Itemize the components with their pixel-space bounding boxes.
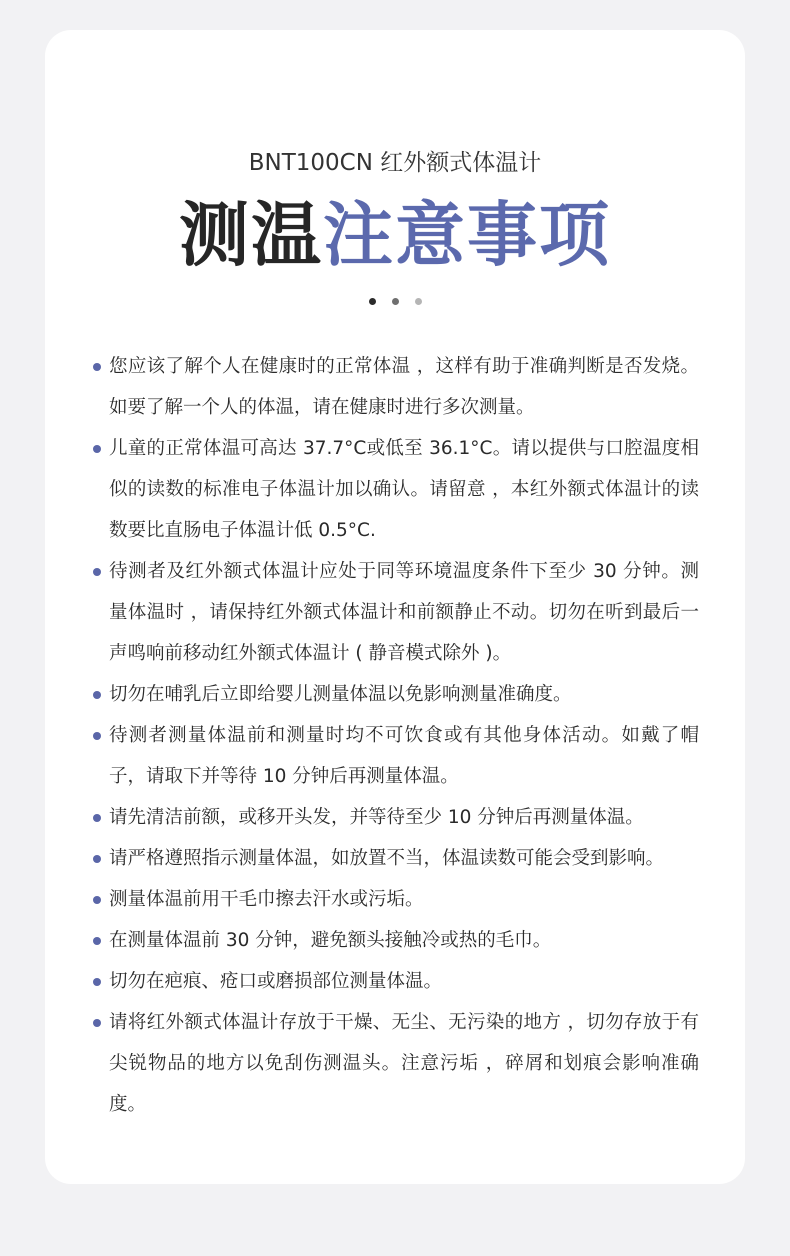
note-text: 切勿在疤痕、疮口或磨损部位测量体温。 — [109, 971, 443, 992]
note-text: 在测量体温前 30 分钟，避免额头接触冷或热的毛巾。 — [109, 930, 552, 951]
bullet-icon — [93, 937, 101, 945]
bullet-icon — [93, 896, 101, 904]
bullet-icon — [93, 814, 101, 822]
bullet-icon — [93, 445, 101, 453]
note-text: 切勿在哺乳后立即给婴儿测量体温以免影响测量准确度。 — [109, 684, 572, 705]
note-text: 请将红外额式体温计存放于干燥、无尘、无污染的地方 ，切勿存放于有尖锐物品的地方以免刮伤测温头。注意污垢 ，碎屑和划痕会影响准确度。 — [109, 1012, 699, 1115]
list-item — [93, 551, 699, 674]
decorative-dots — [45, 298, 745, 305]
title-accent-part: 注意事项 — [323, 194, 611, 276]
note-text: 儿童的正常体温可高达 37.7°C或低至 36.1°C。请以提供与口腔温度相似的读数的标准电子体温计加以确认。请留意 ，本红外额式体温计的读数要比直肠电子体温计低 0.5°C. — [109, 438, 699, 541]
note-text: 待测者测量体温前和测量时均不可饮食或有其他身体活动。如戴了帽子，请取下并等待 10 分钟后再测量体温。 — [109, 725, 699, 787]
list-item — [93, 838, 699, 879]
dot-icon — [415, 298, 422, 305]
list-item — [93, 797, 699, 838]
bullet-icon — [93, 732, 101, 740]
bullet-icon — [93, 855, 101, 863]
bullet-icon — [93, 568, 101, 576]
notice-card — [45, 30, 745, 1184]
list-item — [93, 879, 699, 920]
list-item — [93, 961, 699, 1002]
list-item — [93, 428, 699, 551]
bullet-icon — [93, 978, 101, 986]
bullet-icon — [93, 691, 101, 699]
bullet-icon — [93, 1019, 101, 1027]
note-text: 您应该了解个人在健康时的正常体温 ，这样有助于准确判断是否发烧。如要了解一个人的体温，请在健康时进行多次测量。 — [109, 356, 699, 418]
title-dark-part: 测温 — [179, 194, 323, 276]
product-subtitle: BNT100CN 红外额式体温计 — [248, 150, 542, 176]
dot-icon — [392, 298, 399, 305]
list-item — [93, 715, 699, 797]
list-item — [93, 346, 699, 428]
note-text: 请先清洁前额，或移开头发，并等待至少 10 分钟后再测量体温。 — [109, 807, 644, 828]
bullet-icon — [93, 363, 101, 371]
list-item — [93, 674, 699, 715]
note-text: 测量体温前用干毛巾擦去汗水或污垢。 — [109, 889, 424, 910]
note-text: 待测者及红外额式体温计应处于同等环境温度条件下至少 30 分钟。测量体温时 ，请保持红外额式体温计和前额静止不动。切勿在听到最后一声鸣响前移动红外额式体温计 ( 静音模式除外 )。 — [109, 561, 699, 664]
dot-icon — [369, 298, 376, 305]
page-title — [45, 192, 745, 278]
list-item — [93, 1002, 699, 1125]
list-item — [93, 920, 699, 961]
note-text: 请严格遵照指示测量体温，如放置不当，体温读数可能会受到影响。 — [109, 848, 665, 869]
notes-list — [93, 346, 699, 1125]
